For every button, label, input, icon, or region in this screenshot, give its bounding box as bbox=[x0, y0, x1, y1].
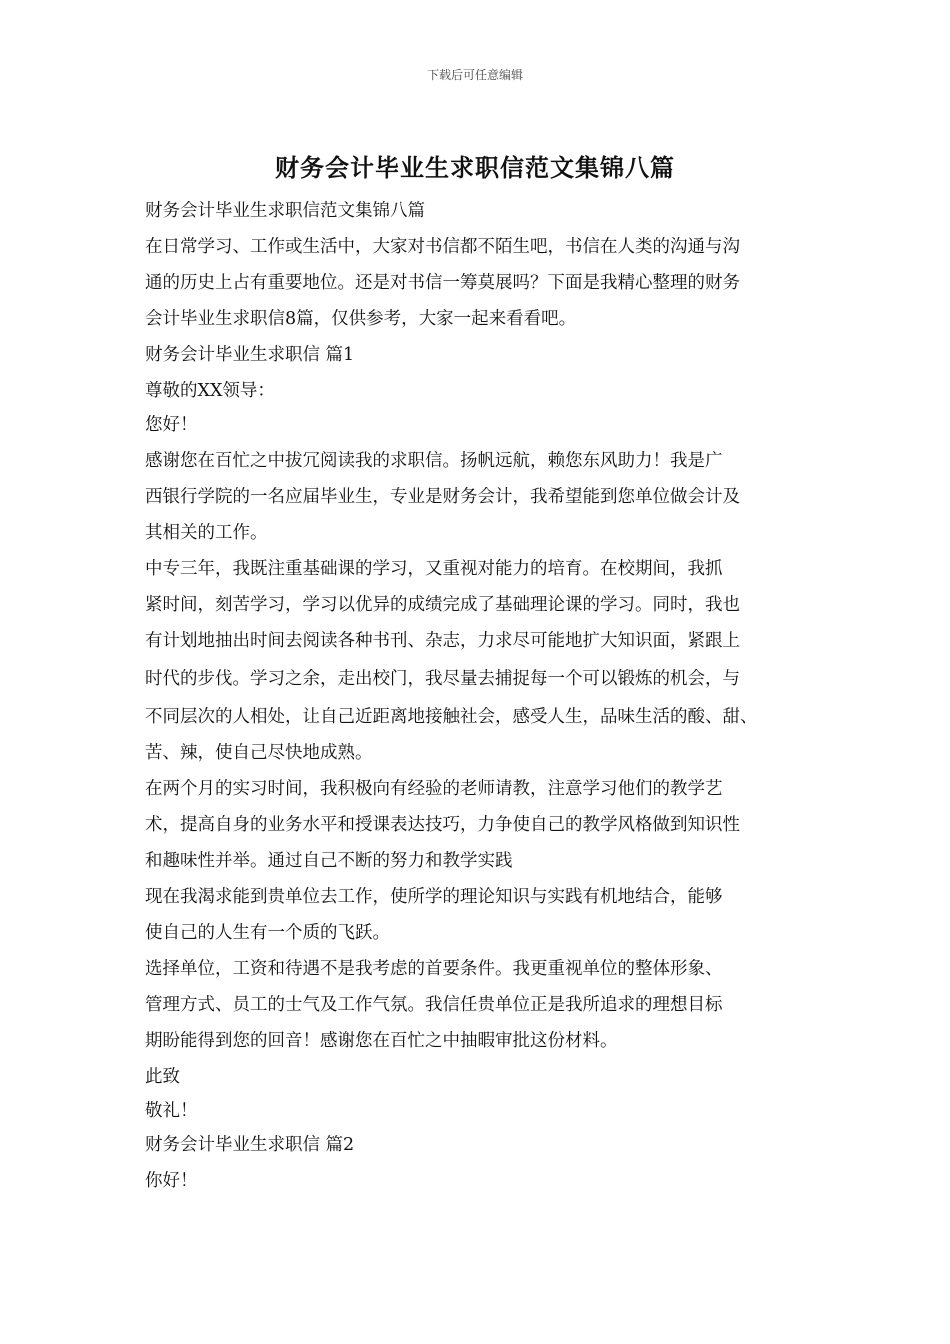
paragraph-line: 苦、辣，使自己尽快地成熟。 bbox=[145, 743, 373, 763]
paragraph-line: 在日常学习、工作或生活中，大家对书信都不陌生吧，书信在人类的沟通与沟 bbox=[145, 237, 740, 257]
paragraph-line: 使自己的人生有一个质的飞跃。 bbox=[145, 923, 390, 943]
paragraph-line: 在两个月的实习时间，我积极向有经验的老师请教，注意学习他们的教学艺 bbox=[145, 779, 723, 799]
paragraph-line: 期盼能得到您的回音！感谢您在百忙之中抽暇审批这份材料。 bbox=[145, 1031, 618, 1051]
paragraph-line: 术，提高自身的业务水平和授课表达技巧，力争使自己的教学风格做到知识性 bbox=[145, 815, 740, 835]
section-heading: 财务会计毕业生求职信 篇1 bbox=[145, 345, 355, 365]
greeting: 你好！ bbox=[145, 1171, 198, 1191]
subtitle-line: 财务会计毕业生求职信范文集锦八篇 bbox=[145, 201, 425, 221]
page-header-note: 下载后可任意编辑 bbox=[426, 68, 523, 82]
paragraph-line: 和趣味性并举。通过自己不断的努力和教学实践 bbox=[145, 851, 513, 871]
paragraph-line: 时代的步伐。学习之余，走出校门，我尽量去捕捉每一个可以锻炼的机会，与 bbox=[145, 669, 740, 689]
paragraph-line: 紧时间，刻苦学习，学习以优异的成绩完成了基础理论课的学习。同时，我也 bbox=[145, 595, 740, 615]
salutation: 尊敬的XX领导： bbox=[145, 381, 275, 401]
paragraph-line: 管理方式、员工的士气及工作气氛。我信任贵单位正是我所追求的理想目标 bbox=[145, 995, 723, 1015]
document-title: 财务会计毕业生求职信范文集锦八篇 bbox=[275, 153, 675, 182]
paragraph-line: 西银行学院的一名应届毕业生，专业是财务会计，我希望能到您单位做会计及 bbox=[145, 487, 740, 507]
closing-line: 敬礼！ bbox=[145, 1101, 198, 1121]
paragraph-line: 现在我渴求能到贵单位去工作，使所学的理论知识与实践有机地结合，能够 bbox=[145, 887, 723, 907]
paragraph-line: 中专三年，我既注重基础课的学习，又重视对能力的培育。在校期间，我抓 bbox=[145, 559, 723, 579]
paragraph-line: 感谢您在百忙之中拔冗阅读我的求职信。扬帆远航，赖您东风助力！我是广 bbox=[145, 451, 723, 471]
paragraph-line: 其相关的工作。 bbox=[145, 523, 268, 543]
paragraph-line: 不同层次的人相处，让自己近距离地接触社会，感受人生，品味生活的酸、甜、 bbox=[145, 707, 758, 727]
section-heading: 财务会计毕业生求职信 篇2 bbox=[145, 1135, 355, 1155]
paragraph-line: 有计划地抽出时间去阅读各种书刊、杂志，力求尽可能地扩大知识面，紧跟上 bbox=[145, 631, 740, 651]
paragraph-line: 选择单位，工资和待遇不是我考虑的首要条件。我更重视单位的整体形象、 bbox=[145, 959, 723, 979]
closing-line: 此致 bbox=[145, 1067, 180, 1087]
paragraph-line: 会计毕业生求职信8篇，仅供参考，大家一起来看看吧。 bbox=[145, 309, 577, 329]
greeting: 您好！ bbox=[145, 415, 198, 435]
paragraph-line: 通的历史上占有重要地位。还是对书信一筹莫展吗？下面是我精心整理的财务 bbox=[145, 273, 740, 293]
